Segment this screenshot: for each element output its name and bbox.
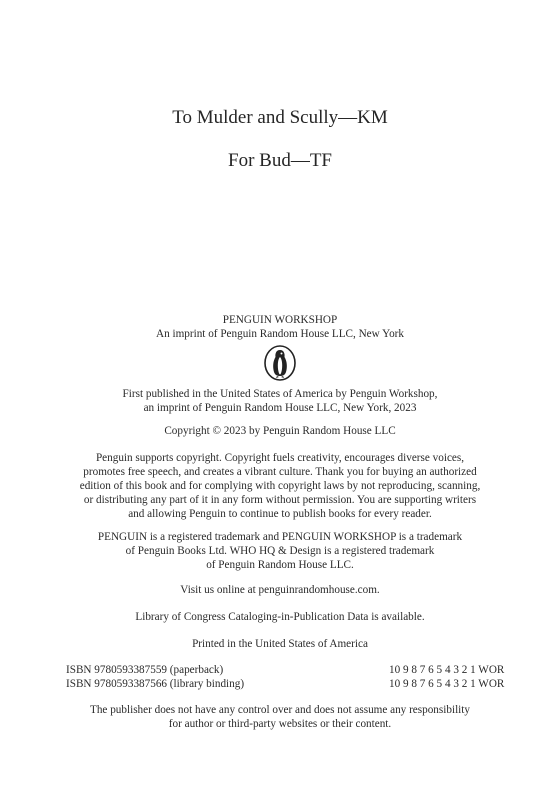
cataloging-line: Library of Congress Cataloging-in-Publication Data is available. bbox=[135, 611, 425, 623]
trademark-line: of Penguin Books Ltd. WHO HQ & Design is a registered trademark bbox=[125, 545, 435, 557]
imprint-line: An imprint of Penguin Random House LLC, New York bbox=[156, 328, 404, 340]
disclaimer-line: The publisher does not have any control over and does not assume any responsibility bbox=[90, 704, 470, 716]
dedication-km: To Mulder and Scully—KM bbox=[172, 107, 388, 128]
printing-line: 10 9 8 7 6 5 4 3 2 1 WOR bbox=[389, 678, 505, 690]
policy-line: or distributing any part of it in any form without permission. You are supporting writers bbox=[83, 494, 477, 506]
trademark-notice bbox=[40, 530, 520, 572]
dedication-tf: For Bud—TF bbox=[228, 150, 332, 171]
trademark-line: PENGUIN is a registered trademark and PENGUIN WORKSHOP is a trademark bbox=[97, 531, 463, 543]
publication-notice bbox=[40, 387, 520, 415]
policy-line: promotes free speech, and creates a vibrant culture. Thank you for buying an authorized bbox=[83, 466, 477, 478]
publication-line: an imprint of Penguin Random House LLC, New York, 2023 bbox=[143, 402, 417, 414]
isbn-label: ISBN 9780593387559 (paperback) bbox=[66, 664, 224, 676]
printed-line: Printed in the United States of America bbox=[192, 638, 368, 650]
isbn-label: ISBN 9780593387566 (library binding) bbox=[66, 678, 245, 690]
policy-line: and allowing Penguin to continue to publish books for every reader. bbox=[128, 508, 432, 520]
policy-line: Penguin supports copyright. Copyright fuels creativity, encourages diverse voices, bbox=[95, 452, 465, 464]
imprint-name: PENGUIN WORKSHOP bbox=[222, 314, 338, 326]
trademark-line: of Penguin Random House LLC. bbox=[206, 559, 354, 571]
copyright-policy bbox=[40, 451, 520, 521]
printing-line: 10 9 8 7 6 5 4 3 2 1 WOR bbox=[389, 664, 505, 676]
disclaimer bbox=[40, 703, 520, 731]
website-line: Visit us online at penguinrandomhouse.com. bbox=[180, 584, 380, 596]
penguin-logo-icon bbox=[263, 345, 297, 381]
imprint-block bbox=[0, 313, 560, 341]
copyright-line: Copyright © 2023 by Penguin Random House LLC bbox=[164, 425, 396, 437]
policy-line: edition of this book and for complying with copyright laws by not reproducing, scanning, bbox=[79, 480, 481, 492]
publication-line: First published in the United States of America by Penguin Workshop, bbox=[122, 388, 438, 400]
disclaimer-line: for author or third-party websites or their content. bbox=[168, 718, 392, 730]
